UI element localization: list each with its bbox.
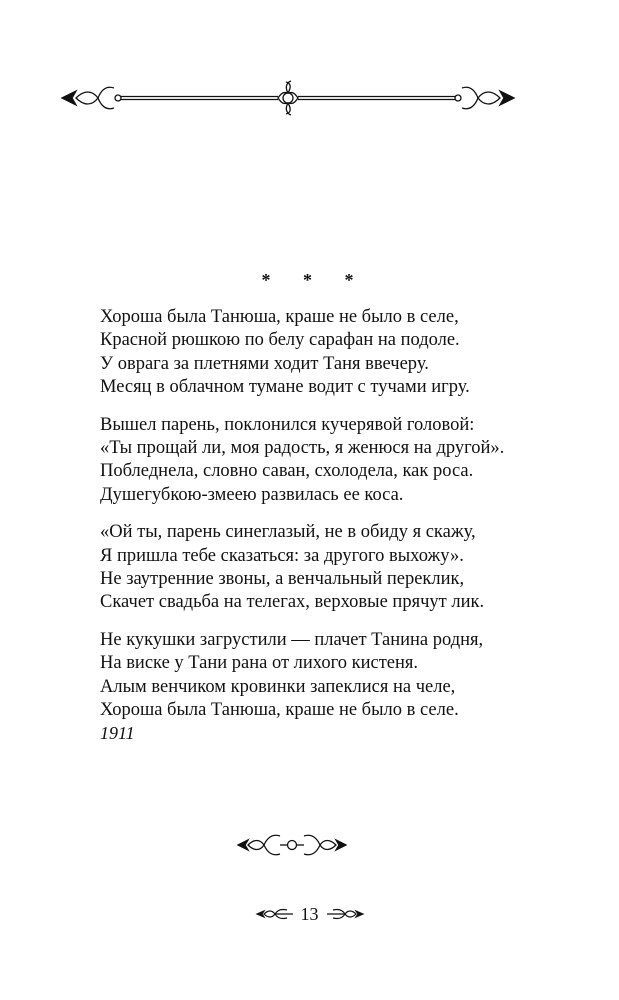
right-flourish-icon xyxy=(325,907,365,921)
poem-line: «Ты прощай ли, моя радость, я женюся на другой». xyxy=(100,438,505,459)
poem-year: 1911 xyxy=(100,723,135,743)
poem-line: На виске у Тани рана от лихого кистеня. xyxy=(100,653,419,674)
stanza-2 xyxy=(100,414,580,508)
poem-line: Хороша была Танюша, краше не было в селе. xyxy=(100,700,459,721)
poem-line: Месяц в облачном тумане водит с тучами игру. xyxy=(100,377,470,398)
stanza-3 xyxy=(100,521,580,615)
poem-line: Не заутренние звоны, а венчальный переклик, xyxy=(100,569,465,590)
poem-line: «Ой ты, парень синеглазый, не в обиду я скажу, xyxy=(100,522,476,543)
page-footer xyxy=(0,900,619,928)
poem-line: Вышел парень, поклонился кучерявой головой: xyxy=(100,414,475,435)
poem-line: Не кукушки загрустили — плачет Танина родня, xyxy=(100,629,484,650)
page-number: 13 xyxy=(300,904,319,924)
stanza-1 xyxy=(100,306,580,400)
poem-line: Скачет свадьба на телегах, верховые прячут лик. xyxy=(100,592,485,613)
poem-line: Алым венчиком кровинки запеклися на челе, xyxy=(100,676,456,697)
stanza-4 xyxy=(100,629,580,723)
poem-line: Побледнела, словно саван, схолодела, как роса. xyxy=(100,461,474,482)
stanza-separator-stars: * * * xyxy=(261,270,368,290)
poem-line: Я пришла тебе сказаться: за другого выхожу». xyxy=(100,545,464,566)
poem-body xyxy=(100,306,580,737)
poem-line: У оврага за плетнями ходит Таня ввечеру. xyxy=(100,353,429,374)
poem-line: Хороша была Танюша, краше не было в селе, xyxy=(100,307,459,327)
poem-line: Красной рюшкою по белу сарафан на подоле. xyxy=(100,330,460,351)
top-ornament-divider xyxy=(58,78,518,118)
left-flourish-icon xyxy=(255,907,295,921)
poem-line: Душегубкою-змеею развилась ее коса. xyxy=(100,484,404,505)
middle-ornament-flourish xyxy=(236,828,348,862)
